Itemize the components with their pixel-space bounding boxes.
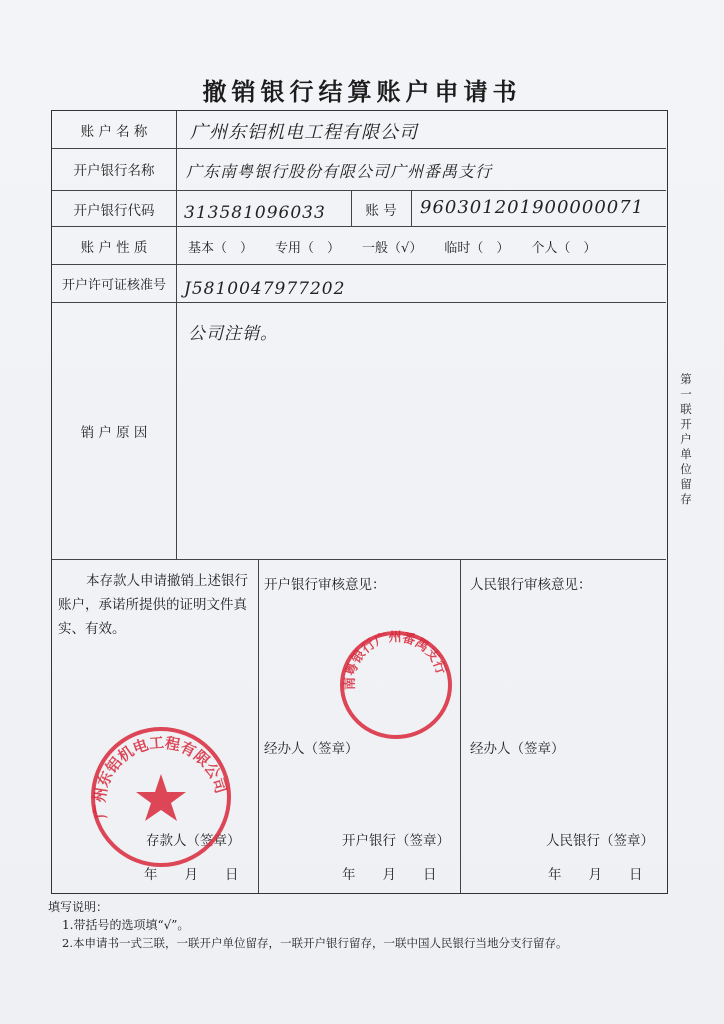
account-type-special: 专用（ ） — [275, 241, 341, 256]
pboc-review-heading: 人民银行审核意见： — [470, 577, 592, 593]
row-divider — [52, 190, 666, 191]
bank-review-heading: 开户银行审核意见： — [264, 577, 386, 593]
account-name-value: 广州东铝机电工程有限公司 — [190, 122, 418, 143]
account-type-options — [188, 237, 596, 256]
account-name-label: 账 户 名 称 — [80, 124, 148, 140]
account-type-general: 一般（√） — [362, 241, 423, 256]
svg-text:南粤银行广州番禺支行: 南粤银行广州番禺支行 — [342, 630, 449, 691]
depositor-signer: 存款人（签章） — [146, 833, 241, 849]
label-column-divider — [176, 111, 177, 559]
bank-signer: 开户银行（签章） — [342, 833, 450, 849]
reason-value: 公司注销。 — [188, 324, 278, 344]
account-type-personal: 个人（ ） — [531, 241, 597, 256]
account-no-label: 账 号 — [365, 203, 397, 219]
bank-name-value: 广东南粤银行股份有限公司广州番禺支行 — [186, 162, 493, 181]
notes-line-1: 1.带括号的选项填“√”。 — [62, 918, 190, 932]
copy-note: 第一联 开户单位留存 — [680, 372, 692, 506]
notes-heading: 填写说明： — [48, 900, 109, 914]
bank-date: 年 月 日 — [342, 867, 437, 883]
row-divider — [52, 302, 666, 303]
review-column-divider — [258, 559, 259, 893]
pboc-date: 年 月 日 — [548, 867, 643, 883]
permit-value: J5810047977202 — [184, 279, 346, 299]
declaration-text: 本存款人申请撤销上述银行账户，承诺所提供的证明文件真实、有效。 — [58, 573, 248, 637]
row-divider — [52, 226, 666, 227]
pboc-handler: 经办人（签章） — [470, 741, 565, 757]
svg-text:广州东铝机电工程有限公司: 广州东铝机电工程有限公司 — [90, 733, 231, 820]
row-divider — [52, 559, 666, 560]
permit-label: 开户许可证核准号 — [61, 278, 166, 293]
review-column-divider — [460, 559, 461, 893]
row-divider — [52, 148, 666, 149]
account-no-value: 960301201900000071 — [420, 197, 645, 218]
depositor-date: 年 月 日 — [144, 867, 239, 883]
bank-handler: 经办人（签章） — [264, 741, 359, 757]
account-type-label: 账 户 性 质 — [80, 240, 148, 256]
company-seal — [86, 722, 236, 872]
bank-code-value: 313581096033 — [184, 203, 326, 223]
form-title: 撤销银行结算账户申请书 — [202, 77, 522, 106]
bank-seal — [336, 626, 456, 744]
row-divider — [52, 264, 666, 265]
notes-line-2: 2.本申请书一式三联，一联开户单位留存，一联开户银行留存，一联中国人民银行当地分支行留存。 — [62, 936, 568, 950]
account-type-basic: 基本（ ） — [188, 241, 254, 256]
account-no-divider — [411, 190, 412, 226]
account-type-temporary: 临时（ ） — [444, 241, 510, 256]
reason-label: 销 户 原 因 — [80, 425, 148, 441]
bank-name-label: 开户银行名称 — [73, 163, 155, 179]
bank-code-label: 开户银行代码 — [73, 203, 155, 219]
pboc-signer: 人民银行（签章） — [546, 833, 654, 849]
